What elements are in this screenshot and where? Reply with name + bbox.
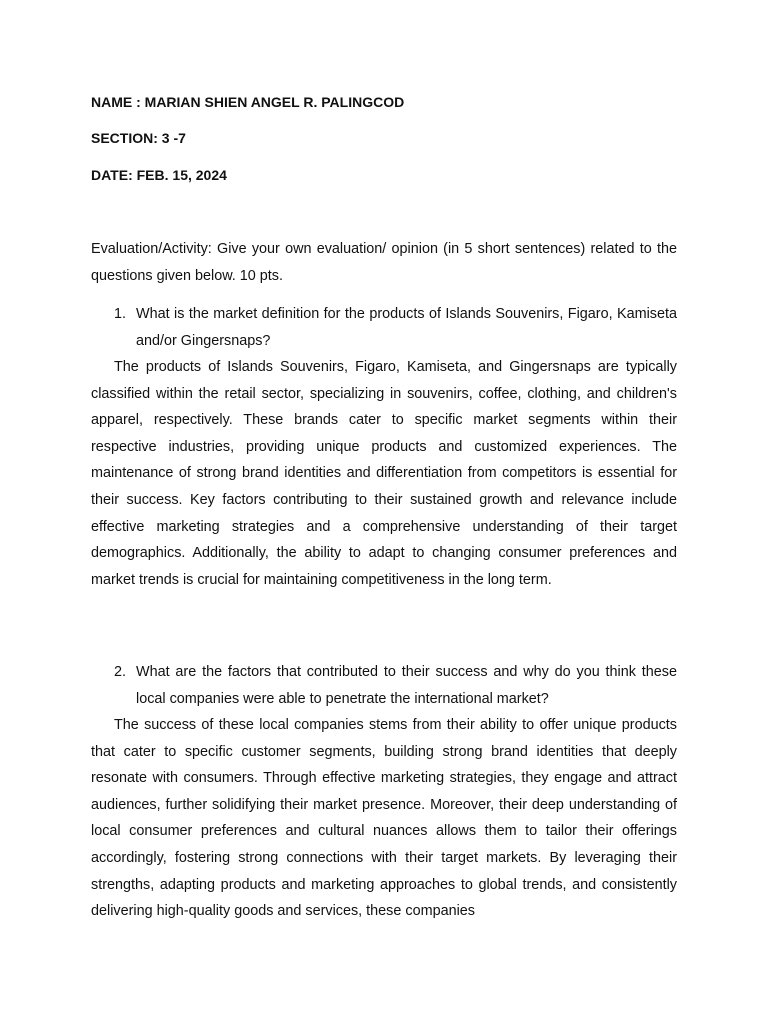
question-2-number: 2.	[114, 664, 127, 680]
answer-2: The success of these local companies stems from their ability to offer unique products that cater to specific customer segments, building strong brand identities that deeply resonate with consumers. Through effective marketing strategies, they engage and attract audiences, further solidifying their market presence. Moreover, their deep understanding of local consumer preferences and cultural nuances allows them to tailor their offerings accordingly, fostering strong connections with their target markets. By leveraging their strengths, adapting products and marketing approaches to global trends, and consistently delivering high-quality goods and services, these companies	[91, 717, 677, 920]
question-2-text: What are the factors that contributed to their success and why do you think these local companies were able to penetrate the international market?	[136, 664, 677, 707]
activity-instructions: Evaluation/Activity: Give your own evaluation/ opinion (in 5 short sentences) related to the questions given below. 10 pts.	[91, 241, 677, 284]
question-2	[114, 659, 677, 712]
question-1-number: 1.	[114, 306, 127, 322]
student-section: SECTION: 3 -7	[91, 130, 186, 146]
student-name: NAME : MARIAN SHIEN ANGEL R. PALINGCOD	[91, 94, 405, 110]
answer-1: The products of Islands Souvenirs, Figaro, Kamiseta, and Gingersnaps are typically classified within the retail sector, specializing in souvenirs, coffee, clothing, and children's apparel, respectively. These brands cater to specific market segments within their respective industries, providing unique products and customized experiences. The maintenance of strong brand identities and differentiation from competitors is essential for their success. Key factors contributing to their sustained growth and relevance include effective marketing strategies and a comprehensive understanding of their target demographics. Additionally, the ability to adapt to changing consumer preferences and market trends is crucial for maintaining competitiveness in the long term.	[91, 359, 677, 588]
question-1-text: What is the market definition for the products of Islands Souvenirs, Figaro, Kamiseta and/or Gingersnaps?	[136, 306, 677, 349]
submission-date: DATE: FEB. 15, 2024	[91, 167, 227, 183]
question-1	[114, 301, 677, 354]
